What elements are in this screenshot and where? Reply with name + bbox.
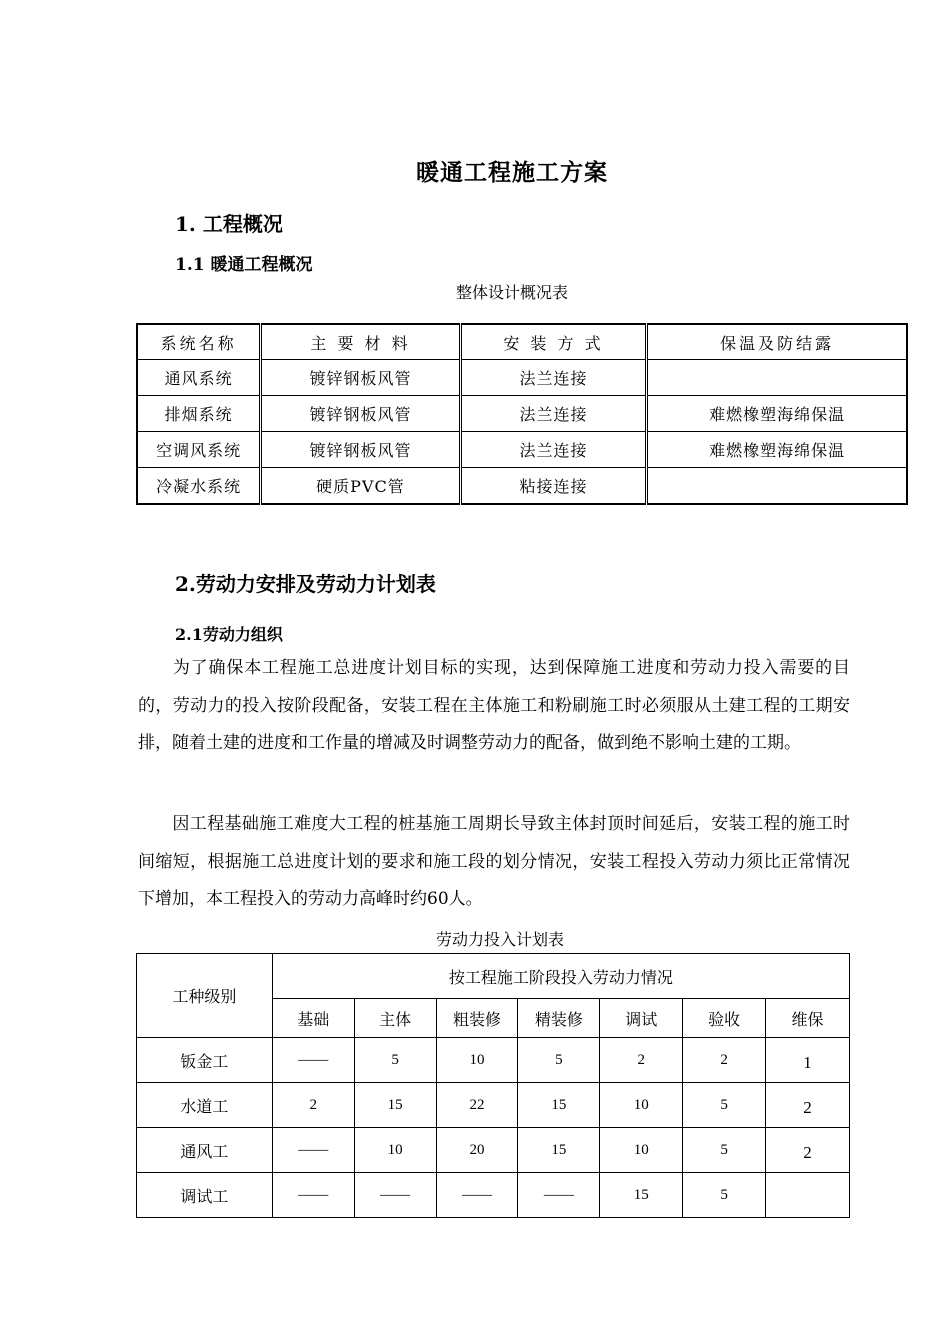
paragraph-text: 为了确保本工程施工总进度计划目标的实现，达到保障施工进度和劳动力投入需要的目的，劳动力的投入按阶段配备，安装工程在主体施工和粉刷施工时必须服从土建工程的工期安排，随着土建的进度和工作量的增减及时调整劳动力的配备，做到绝不影响土建的工期。: [138, 658, 850, 753]
table-cell: 15: [354, 1083, 436, 1128]
table-row: [137, 1128, 850, 1173]
header-cell: 验收: [683, 999, 766, 1038]
table-cell: 10: [600, 1128, 683, 1173]
table-cell: 10: [354, 1128, 436, 1173]
table-cell: 10: [600, 1083, 683, 1128]
section-heading-1-1: 1.1 暖通工程概况: [175, 255, 313, 275]
table-cell: ——: [272, 1128, 354, 1173]
table-cell: [766, 1173, 850, 1218]
table-header-row: [137, 324, 907, 360]
table1-caption: 整体设计概况表: [455, 283, 568, 302]
header-cell: 主体: [354, 999, 436, 1038]
table2-caption: 劳动力投入计划表: [435, 930, 564, 949]
header-cell: 精装修: [518, 999, 600, 1038]
table-cell: 通风工: [137, 1128, 273, 1173]
table-cell: 2: [766, 1128, 850, 1173]
table-cell: 1: [766, 1038, 850, 1083]
table-row: [137, 1083, 850, 1128]
table-cell: 硬质PVC管: [261, 468, 461, 505]
table-cell: 2: [683, 1038, 766, 1083]
header-cell: 基础: [272, 999, 354, 1038]
table-cell: 空调风系统: [137, 432, 261, 468]
table-row: [137, 1173, 850, 1218]
header-cell: 工种级别: [137, 954, 273, 1038]
table-row: [137, 1038, 850, 1083]
header-cell: 按工程施工阶段投入劳动力情况: [272, 954, 849, 999]
section-heading-2: 2.劳动力安排及劳动力计划表: [175, 572, 436, 596]
table-row: [137, 396, 907, 432]
table-cell: 法兰连接: [460, 396, 647, 432]
table-cell: 粘接连接: [460, 468, 647, 505]
table-cell: 通风系统: [137, 360, 261, 396]
table-cell: [647, 360, 907, 396]
table-cell: 法兰连接: [460, 432, 647, 468]
table-cell: 镀锌钢板风管: [261, 432, 461, 468]
table-cell: 钣金工: [137, 1038, 273, 1083]
table-cell: 镀锌钢板风管: [261, 360, 461, 396]
table-cell: ——: [354, 1173, 436, 1218]
table-header-row: [137, 954, 850, 999]
table-cell: ——: [518, 1173, 600, 1218]
table-cell: 难燃橡塑海绵保温: [647, 432, 907, 468]
paragraph: [138, 650, 850, 763]
table-cell: 5: [518, 1038, 600, 1083]
header-cell: 安 装 方 式: [460, 324, 647, 360]
section-heading-2-1: 2.1劳动力组织: [175, 625, 283, 644]
table-cell: ——: [272, 1038, 354, 1083]
table-cell: 15: [600, 1173, 683, 1218]
table-cell: 10: [436, 1038, 518, 1083]
section-heading-1: 1. 工程概况: [175, 212, 283, 236]
header-cell: 保温及防结露: [647, 324, 907, 360]
table-cell: 难燃橡塑海绵保温: [647, 396, 907, 432]
header-cell: 系统名称: [137, 324, 261, 360]
labor-plan-table: [136, 953, 850, 1218]
table-cell: 2: [766, 1083, 850, 1128]
table-row: [137, 432, 907, 468]
table-cell: 15: [518, 1128, 600, 1173]
table-cell: 调试工: [137, 1173, 273, 1218]
header-cell: 主 要 材 料: [261, 324, 461, 360]
header-cell: 粗装修: [436, 999, 518, 1038]
page-title: 暖通工程施工方案: [416, 159, 608, 186]
table-cell: 5: [683, 1128, 766, 1173]
table-cell: 2: [272, 1083, 354, 1128]
table-cell: 排烟系统: [137, 396, 261, 432]
table-row: [137, 468, 907, 505]
table-cell: 2: [600, 1038, 683, 1083]
table-cell: 22: [436, 1083, 518, 1128]
paragraph: [138, 806, 850, 919]
table-cell: 5: [683, 1083, 766, 1128]
paragraph-text: 因工程基础施工难度大工程的桩基施工周期长导致主体封顶时间延后，安装工程的施工时间缩短，根据施工总进度计划的要求和施工段的划分情况，安装工程投入劳动力须比正常情况下增加，本工程投入的劳动力高峰时约60人。: [138, 814, 850, 909]
table-cell: 20: [436, 1128, 518, 1173]
table-cell: 冷凝水系统: [137, 468, 261, 505]
table-cell: 水道工: [137, 1083, 273, 1128]
header-cell: 调试: [600, 999, 683, 1038]
table-row: [137, 360, 907, 396]
table-cell: [647, 468, 907, 505]
table-cell: 法兰连接: [460, 360, 647, 396]
header-cell: 维保: [766, 999, 850, 1038]
table-cell: 15: [518, 1083, 600, 1128]
design-overview-table: [136, 323, 908, 505]
table-cell: ——: [272, 1173, 354, 1218]
table-cell: ——: [436, 1173, 518, 1218]
table-cell: 5: [354, 1038, 436, 1083]
table-cell: 镀锌钢板风管: [261, 396, 461, 432]
table-cell: 5: [683, 1173, 766, 1218]
